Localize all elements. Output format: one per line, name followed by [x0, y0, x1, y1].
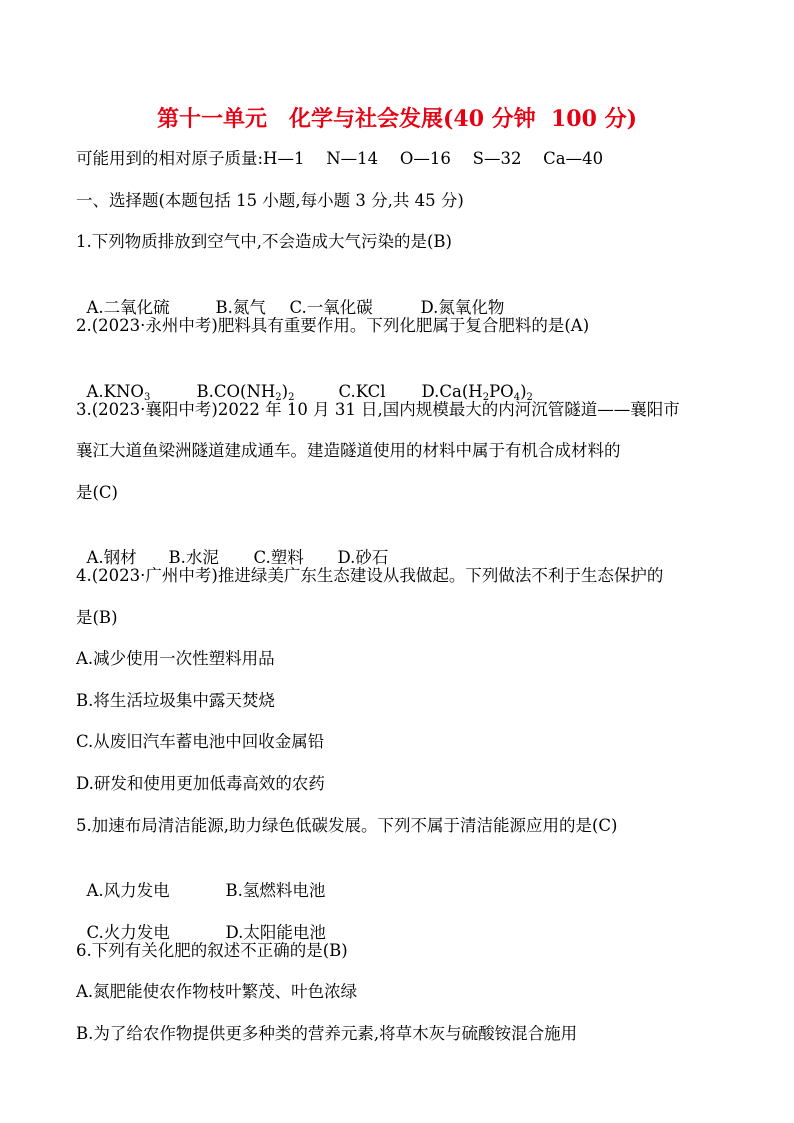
option-a: A.风力发电 [86, 881, 170, 900]
question-4-option-a: A.减少使用一次性塑料用品 [76, 649, 275, 668]
question-4-stem-line-1: 4.(2023·广州中考)推进绿美广东生态建设从我做起。下列做法不利于生态保护的 [76, 566, 664, 585]
question-3-stem-line-3: 是(C) [76, 483, 118, 502]
question-6-option-a: A.氮肥能使农作物枝叶繁茂、叶色浓绿 [76, 982, 358, 1001]
question-5-stem: 5.加速布局清洁能源,助力绿色低碳发展。下列不属于清洁能源应用的是(C) [76, 816, 618, 835]
option-c: C.KCl [338, 382, 386, 401]
option-b: B.水泥 [168, 548, 219, 567]
question-5-options-row-2 [76, 897, 326, 945]
option-b: $B.CO(NH_2)_2$ [196, 382, 295, 403]
option-a: $A.KNO_3$ [86, 382, 151, 403]
option-d: D.砂石 [337, 548, 389, 567]
question-4-stem-line-2: 是(B) [76, 608, 118, 627]
question-3-stem-line-2: 襄江大道鱼梁洲隧道建成通车。建造隧道使用的材料中属于有机合成材料的 [76, 441, 621, 460]
option-b: B.氮气 [215, 298, 266, 317]
question-3-stem-line-1: 3.(2023·襄阳中考)2022 年 10 月 31 日,国内规模最大的内河沉管隧道——襄阳市 [76, 400, 680, 419]
section-heading: 一、选择题(本题包括 15 小题,每小题 3 分,共 45 分) [76, 191, 464, 210]
question-1-stem: 1.下列物质排放到空气中,不会造成大气污染的是(B) [76, 232, 452, 251]
option-d: D.太阳能电池 [225, 923, 326, 942]
option-c: C.塑料 [253, 548, 304, 567]
option-c: C.一氧化碳 [289, 298, 373, 317]
page-title: 第十一单元 化学与社会发展(40 分钟 100 分) [157, 106, 637, 132]
question-2-options [76, 356, 533, 404]
option-d: $D.Ca(H_2PO_4)_2$ [421, 382, 533, 403]
option-a: A.二氧化硫 [86, 298, 170, 317]
question-6-option-b: B.为了给农作物提供更多种类的营养元素,将草木灰与硫酸铵混合施用 [76, 1024, 578, 1043]
question-4-option-c: C.从废旧汽车蓄电池中回收金属铅 [76, 732, 325, 751]
option-a: A.钢材 [86, 548, 137, 567]
question-2-stem: 2.(2023·永州中考)肥料具有重要作用。下列化肥属于复合肥料的是(A) [76, 316, 590, 335]
option-d: D.氮氧化物 [420, 298, 505, 317]
question-4-option-b: B.将生活垃圾集中露天焚烧 [76, 691, 275, 710]
question-1-options [76, 272, 504, 320]
question-3-options [76, 522, 388, 570]
option-c: C.火力发电 [86, 923, 170, 942]
atomic-mass-note: 可能用到的相对原子质量:H—1 N—14 O—16 S—32 Ca—40 [76, 149, 604, 168]
question-4-option-d: D.研发和使用更加低毒高效的农药 [76, 774, 325, 793]
option-b: B.氢燃料电池 [225, 881, 326, 900]
question-6-stem: 6.下列有关化肥的叙述不正确的是(B) [76, 941, 348, 960]
question-5-options-row-1 [76, 855, 325, 903]
